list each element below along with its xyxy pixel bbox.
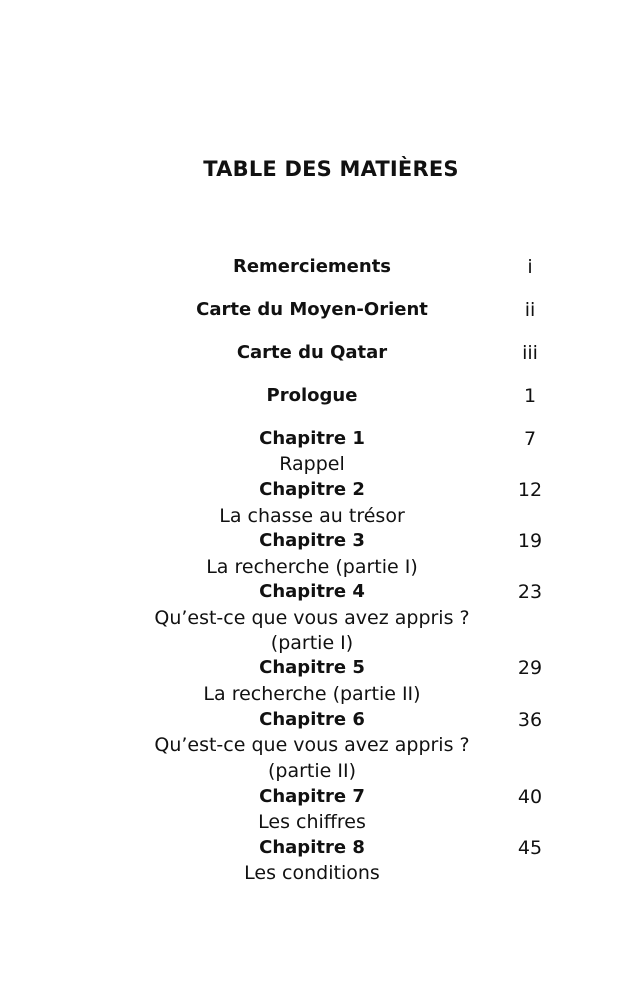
toc-chapter-7-subtitle: Les chiffres <box>258 811 366 833</box>
toc-chapter-1-subtitle: Rappel <box>279 453 345 475</box>
toc-chapter-5-subtitle: La recherche (partie II) <box>203 683 421 705</box>
page-title: TABLE DES MATIÈRES <box>203 157 459 181</box>
toc-chapter-3-subtitle: La recherche (partie I) <box>206 556 418 578</box>
toc-chapter-2-page: 12 <box>517 479 543 501</box>
toc-chapter-3-page: 19 <box>517 530 543 552</box>
toc-chapter-4-title: Chapitre 4 <box>259 581 365 602</box>
toc-chapter-8-page: 45 <box>517 837 543 859</box>
toc-chapter-3-title: Chapitre 3 <box>259 530 365 551</box>
toc-entry-carte-qatar-title: Carte du Qatar <box>236 342 388 363</box>
toc-chapter-2-title: Chapitre 2 <box>259 479 365 500</box>
toc-chapter-4-subtitle-line-1: Qu’est-ce que vous avez appris ? <box>154 607 470 629</box>
toc-entry-remerciements-title: Remerciements <box>232 256 392 277</box>
toc-entry-remerciements-page: i <box>527 256 533 278</box>
toc-chapter-5-title: Chapitre 5 <box>259 657 365 678</box>
toc-chapter-8-subtitle: Les conditions <box>244 862 380 884</box>
toc-chapter-2-subtitle: La chasse au trésor <box>219 505 405 527</box>
toc-chapter-7-page: 40 <box>517 786 543 808</box>
toc-entry-carte-moyen-orient-title: Carte du Moyen-Orient <box>196 299 428 320</box>
toc-chapter-4-subtitle-line-2: (partie I) <box>270 632 354 654</box>
toc-entry-prologue-page: 1 <box>523 385 537 407</box>
toc-entry-carte-qatar-page: iii <box>522 342 538 364</box>
toc-chapter-4-page: 23 <box>517 581 543 603</box>
toc-entry-prologue-title: Prologue <box>266 385 358 406</box>
toc-chapter-1-title: Chapitre 1 <box>259 428 365 449</box>
toc-chapter-6-subtitle-line-1: Qu’est-ce que vous avez appris ? <box>154 734 470 756</box>
toc-chapter-7-title: Chapitre 7 <box>259 786 365 807</box>
toc-chapter-8-title: Chapitre 8 <box>259 837 365 858</box>
toc-chapter-6-page: 36 <box>517 709 543 731</box>
toc-chapter-6-title: Chapitre 6 <box>259 709 365 730</box>
toc-entry-carte-moyen-orient-page: ii <box>524 299 536 321</box>
toc-chapter-6-subtitle-line-2: (partie II) <box>267 760 356 782</box>
toc-chapter-1-page: 7 <box>523 428 537 450</box>
toc-chapter-5-page: 29 <box>517 657 543 679</box>
